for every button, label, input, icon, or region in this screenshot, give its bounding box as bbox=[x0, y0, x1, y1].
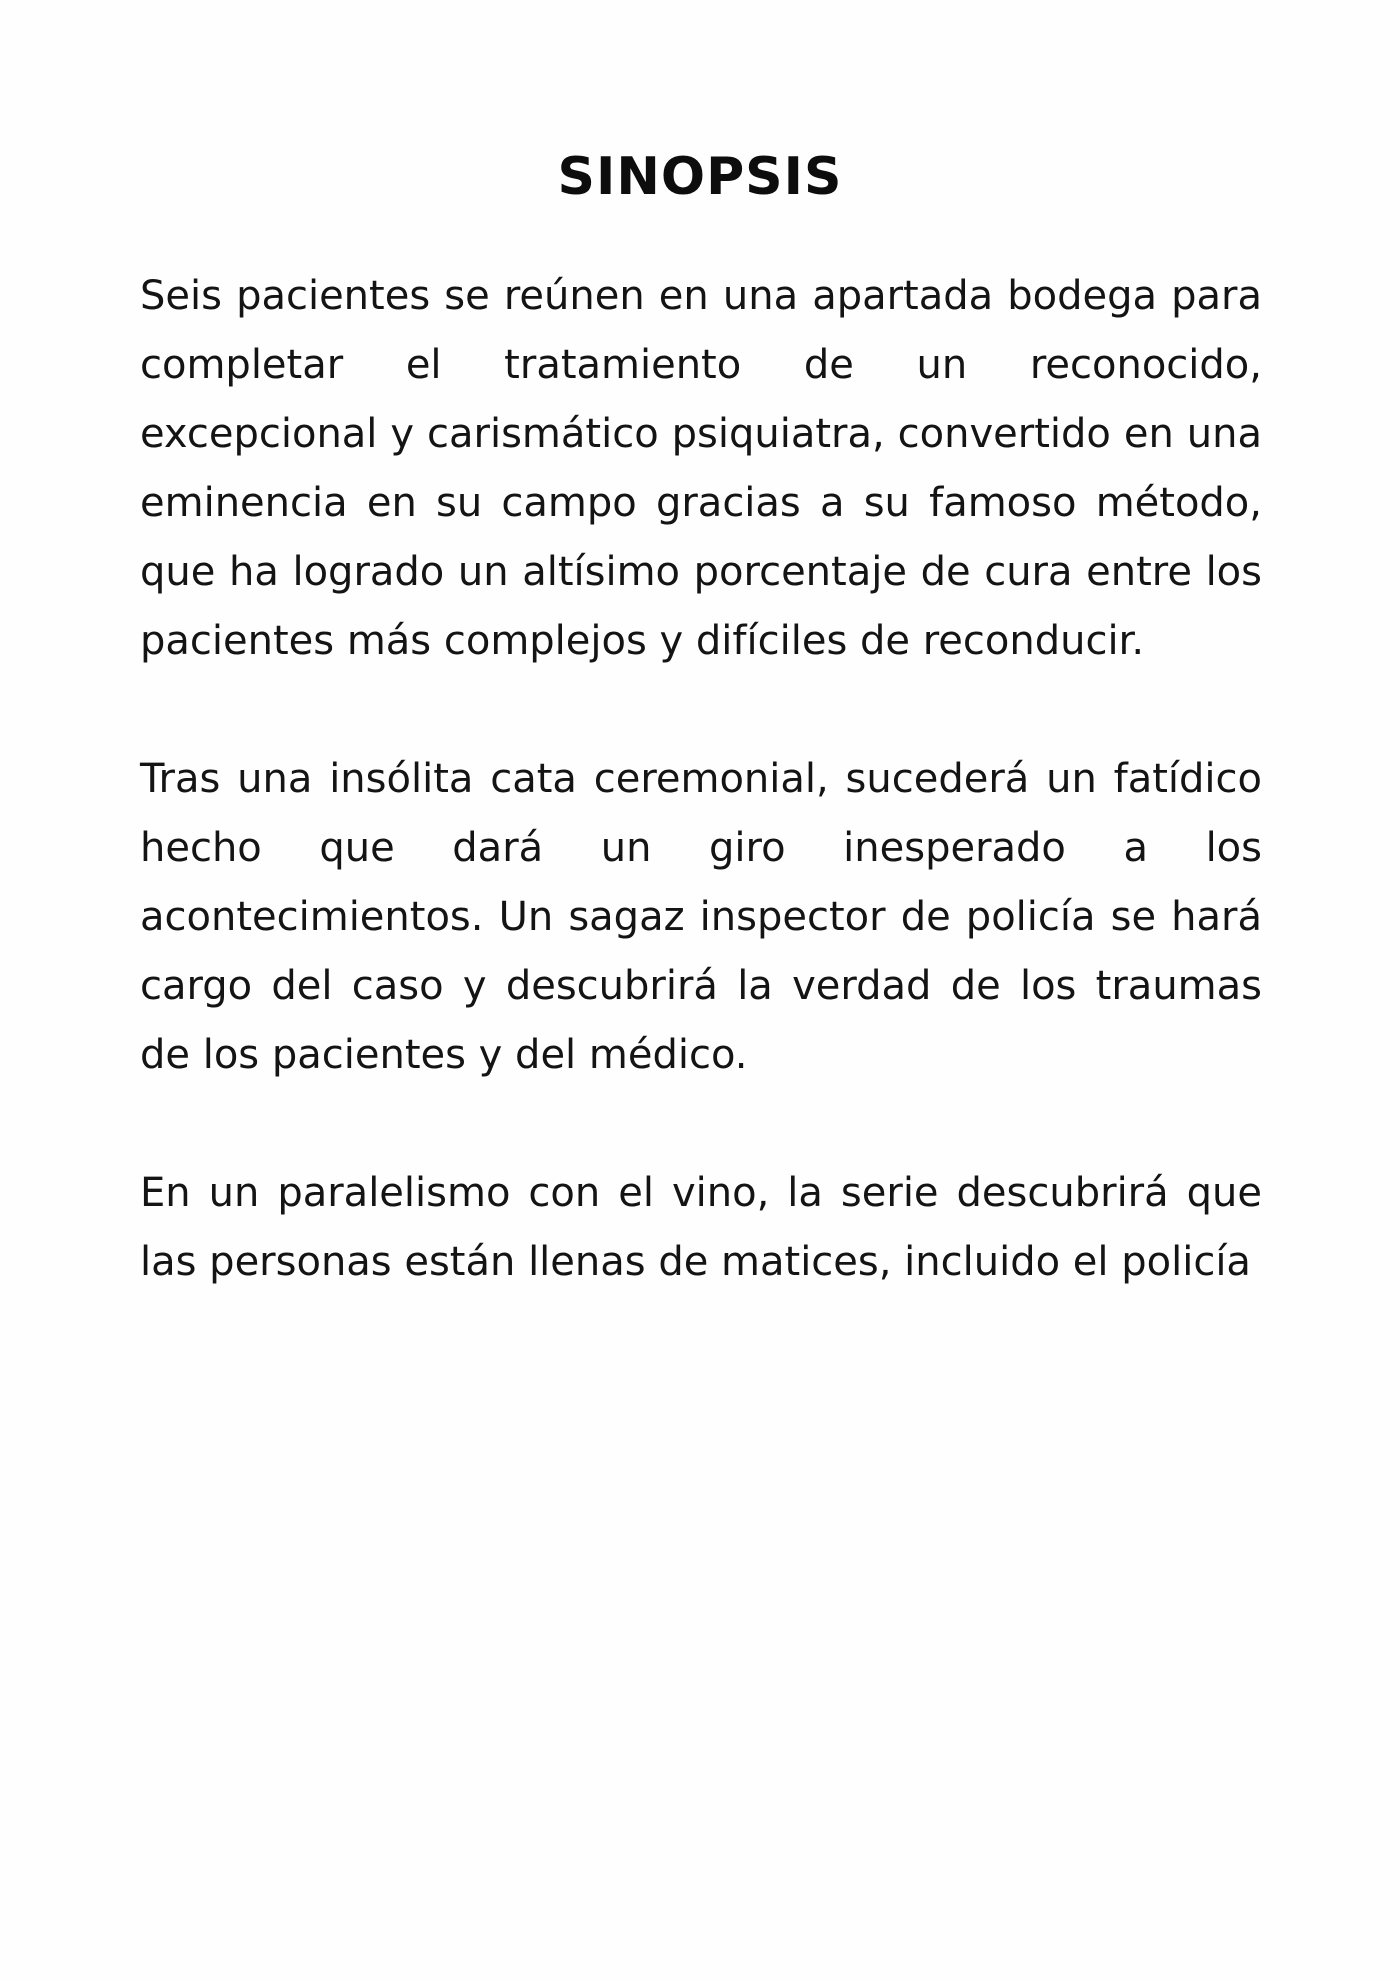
paragraph-1: Seis pacientes se reúnen en una apartada bodega para completar el tratamiento de un reconocido, excepcional y carismático psiquiatra, convertido en una eminencia en su campo gracias a su famoso método, que ha logrado un altísimo porcentaje de cura entre los pacientes más complejos y difíciles de reconducir. bbox=[140, 273, 1262, 664]
page-title: SINOPSIS bbox=[557, 147, 843, 207]
paragraph-2: Tras una insólita cata ceremonial, sucederá un fatídico hecho que dará un giro inesperado a los acontecimientos. Un sagaz inspector de policía se hará cargo del caso y descubrirá la verdad de los traumas de los pacientes y del médico. bbox=[140, 756, 1262, 1078]
synopsis-body bbox=[140, 262, 1262, 1297]
paragraph-3: En un paralelismo con el vino, la serie descubrirá que las personas están llenas de matices, incluido el policía bbox=[140, 1170, 1262, 1285]
